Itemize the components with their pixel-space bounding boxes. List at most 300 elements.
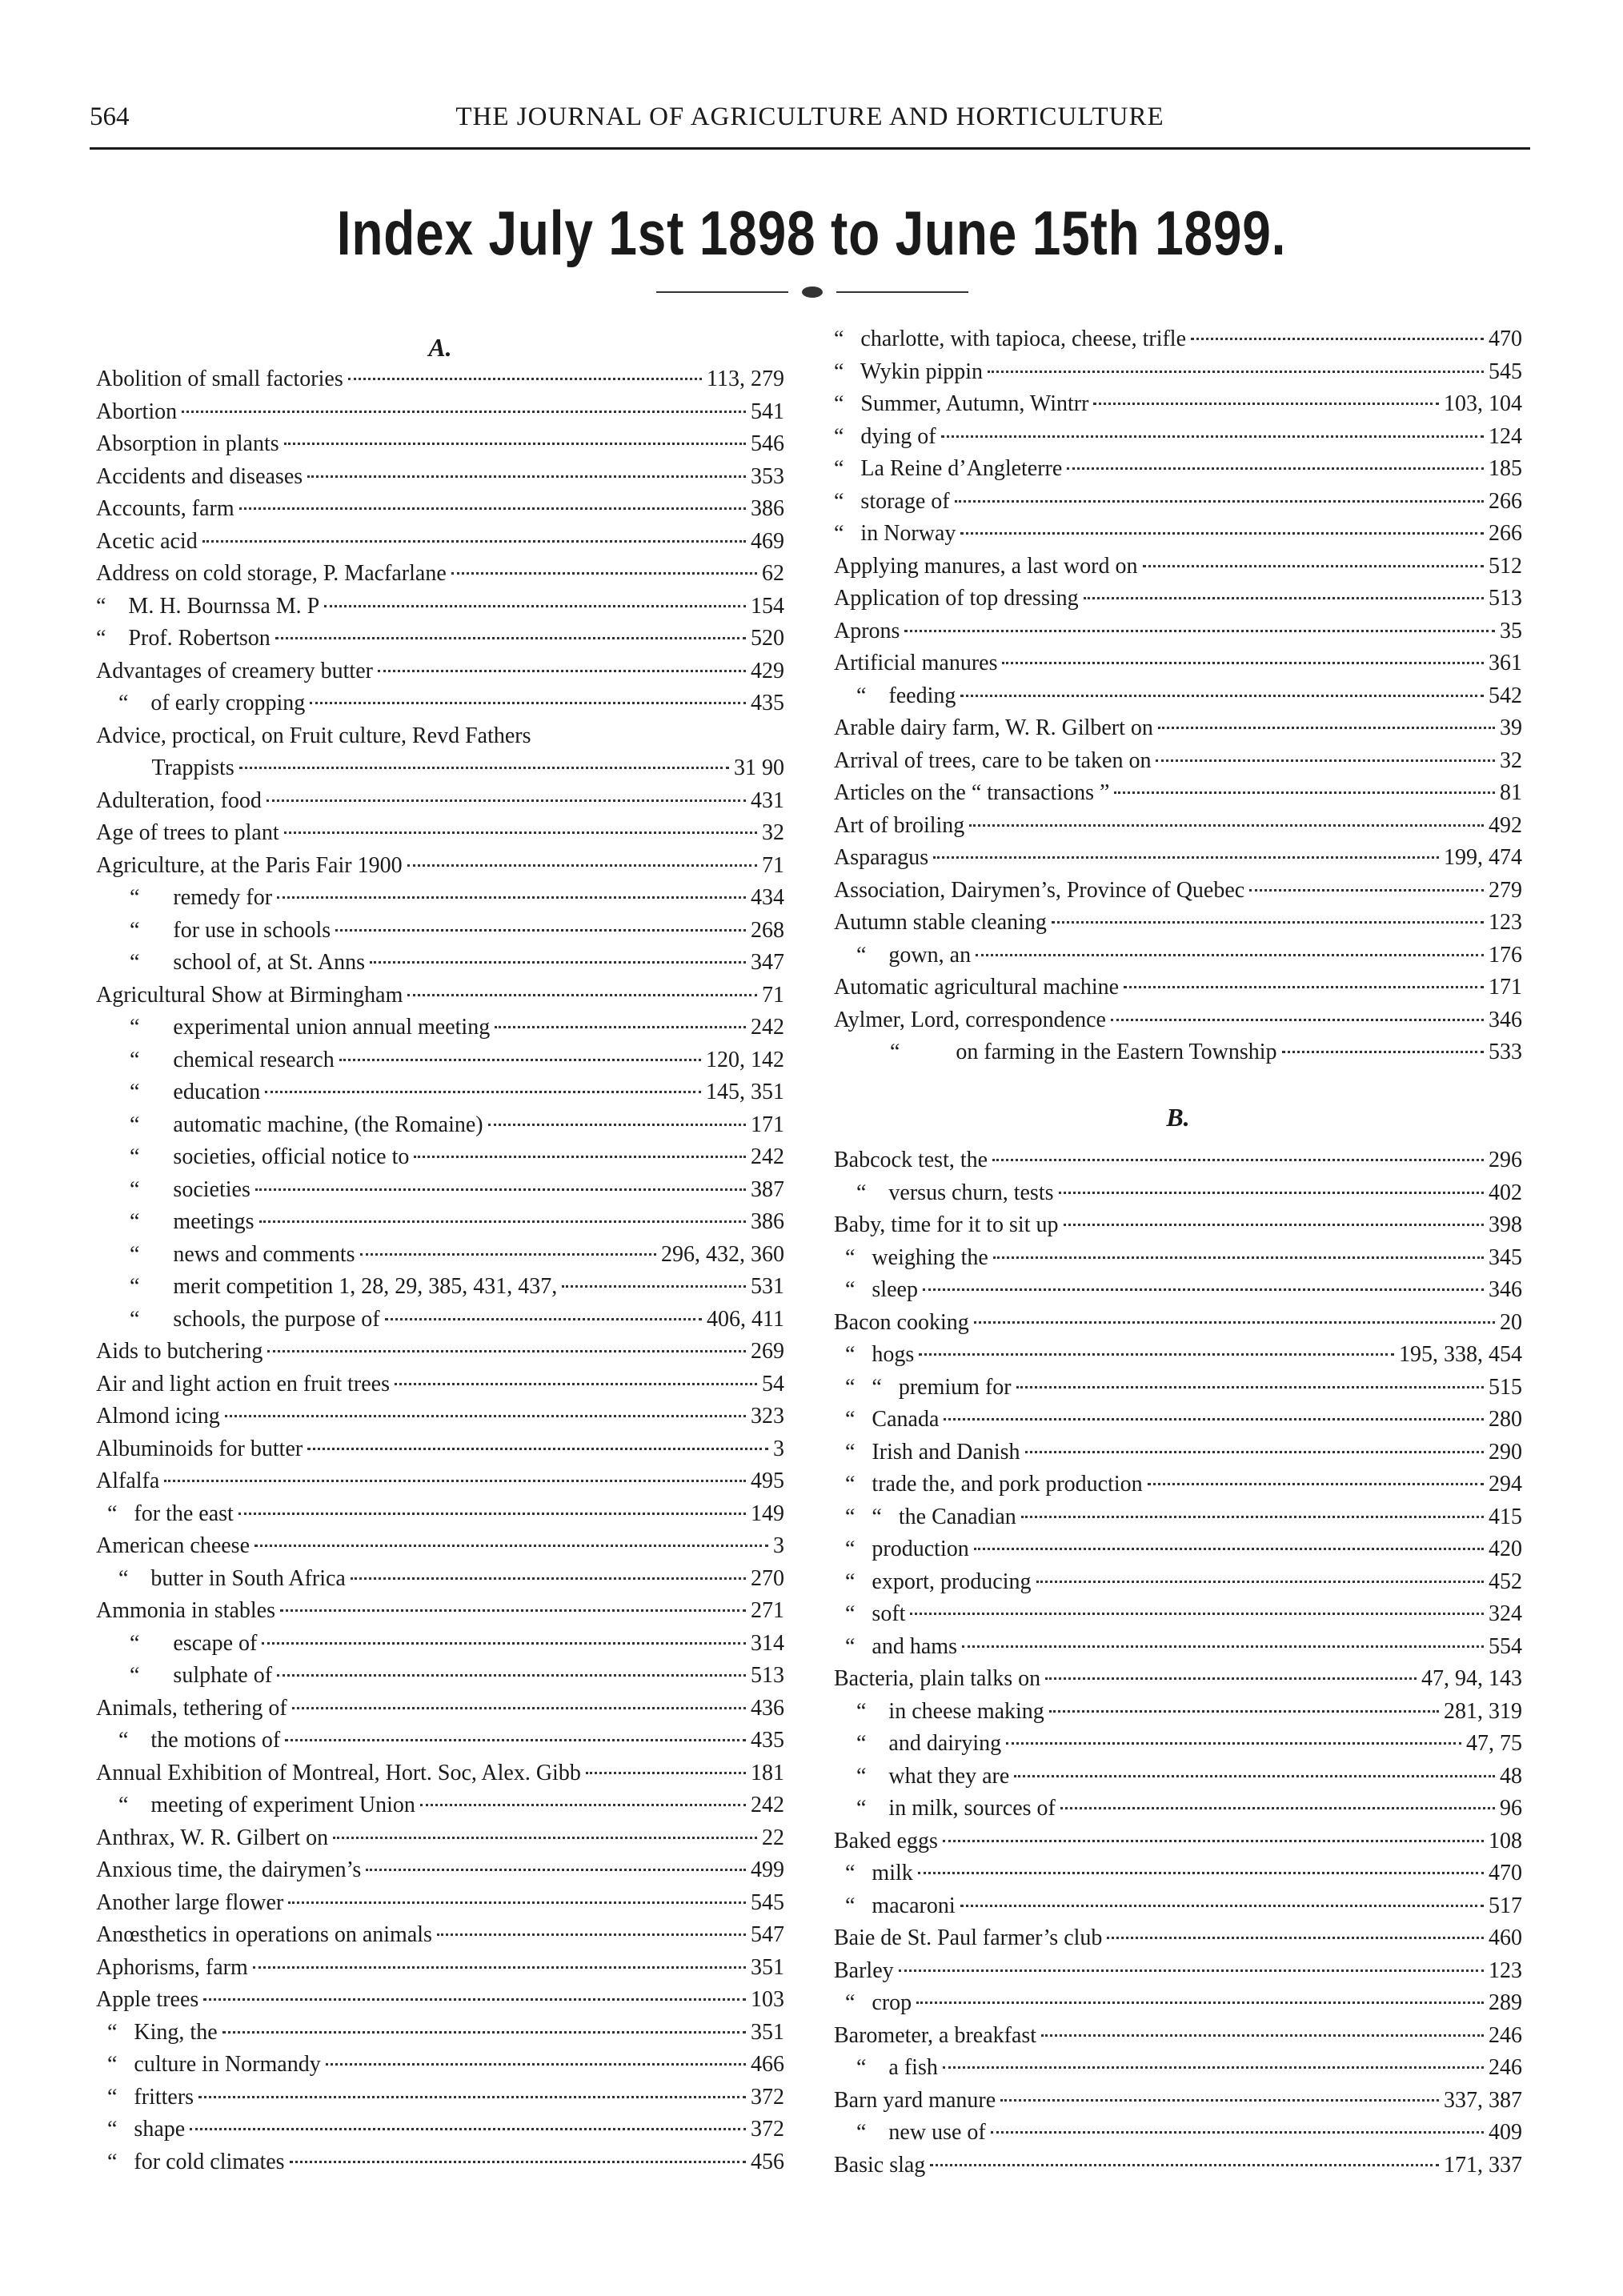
dot-leader [933, 856, 1439, 859]
dot-leader [254, 1545, 768, 1547]
entry-pages: 176 [1489, 942, 1522, 968]
index-entry [96, 2049, 784, 2082]
entry-term: Aids to butchering [96, 1339, 263, 1364]
entry-term: “ escape of [96, 1630, 258, 1656]
entry-pages: 22 [762, 1825, 784, 1850]
index-entry [96, 1304, 784, 1336]
entry-pages: 469 [751, 528, 784, 554]
dot-leader [395, 1383, 757, 1385]
index-entry [96, 1563, 784, 1596]
dot-leader [277, 1674, 746, 1677]
dot-leader [1111, 1019, 1484, 1021]
entry-pages: 386 [751, 1209, 784, 1234]
dot-leader [919, 1353, 1394, 1356]
entry-term: “ experimental union annual meeting [96, 1015, 491, 1040]
entry-pages: 154 [751, 593, 784, 619]
dot-leader [960, 695, 1484, 697]
entry-pages: 346 [1489, 1007, 1522, 1032]
index-entry [834, 647, 1522, 680]
index-entry [834, 2052, 1522, 2085]
entry-pages: 123 [1489, 1957, 1522, 1983]
dot-leader [277, 896, 746, 899]
entry-term: Arable dairy farm, W. R. Gilbert on [834, 715, 1153, 740]
index-entry [96, 2146, 784, 2179]
entry-term: “ weighing the [834, 1244, 988, 1270]
entry-term: Aprons [834, 618, 900, 643]
index-entry [834, 421, 1522, 454]
entry-pages: 398 [1489, 1212, 1522, 1237]
dot-leader [1124, 986, 1484, 988]
entry-term: Abolition of small factories [96, 367, 343, 391]
entry-term: Applying manures, a last word on [834, 553, 1138, 579]
index-entry [96, 915, 784, 948]
index-entry [96, 1660, 784, 1693]
index-entry [96, 428, 784, 461]
entry-pages: 271 [751, 1598, 784, 1623]
entry-pages: 466 [751, 2052, 784, 2077]
dot-leader [451, 572, 757, 575]
dot-leader [385, 1318, 702, 1320]
entry-term: “ sleep [834, 1277, 918, 1302]
ornament-divider [656, 286, 968, 298]
entry-term: “ charlotte, with tapioca, cheese, trifle [834, 327, 1187, 351]
dot-leader [1093, 403, 1439, 405]
entry-pages: 517 [1489, 1893, 1522, 1918]
index-entry [96, 591, 784, 623]
entry-term: “ remedy for [96, 885, 273, 910]
left-column [96, 331, 784, 2178]
dot-leader [238, 1513, 746, 1515]
entry-term: Accidents and diseases [96, 463, 303, 489]
dot-leader [275, 637, 746, 639]
entry-term: “ fritters [96, 2084, 194, 2110]
dot-leader [488, 1124, 746, 1126]
entry-pages: 512 [1489, 553, 1522, 579]
dot-leader [203, 1998, 746, 2001]
dot-leader [255, 1188, 746, 1191]
dot-leader [1060, 1807, 1495, 1809]
entry-pages: 103 [751, 1987, 784, 2012]
index-entry [834, 1242, 1522, 1275]
dot-leader [1084, 597, 1484, 599]
entry-term: Barometer, a breakfast [834, 2022, 1037, 2048]
entry-pages: 294 [1489, 1472, 1522, 1497]
entry-pages: 531 [751, 1274, 784, 1299]
dot-leader [1002, 662, 1484, 664]
index-entry [96, 785, 784, 818]
entry-term: Artificial manures [834, 651, 998, 675]
dot-leader [307, 475, 746, 478]
dot-leader [991, 2131, 1484, 2134]
entry-pages: 495 [751, 1469, 784, 1493]
dot-leader [955, 500, 1484, 503]
index-entry [834, 1761, 1522, 1793]
index-entry [834, 1857, 1522, 1890]
index-entry [96, 1368, 784, 1401]
index-entry [96, 526, 784, 559]
dot-leader [335, 929, 746, 932]
entry-pages: 492 [1489, 812, 1522, 838]
entry-term: “ storage of [834, 488, 950, 514]
entry-term: “ Canada [834, 1407, 940, 1432]
index-entry [834, 1793, 1522, 1825]
dot-leader [1025, 1451, 1484, 1453]
index-entry [96, 1433, 784, 1466]
dot-leader [960, 532, 1484, 535]
entry-term: Air and light action en fruit trees [96, 1371, 390, 1396]
dot-leader [370, 961, 746, 964]
dot-leader [943, 2066, 1484, 2069]
dot-leader [910, 1613, 1484, 1615]
entry-pages: 145, 351 [706, 1080, 784, 1104]
entry-pages: 171, 337 [1444, 2152, 1522, 2178]
entry-pages: 39 [1500, 715, 1522, 740]
entry-pages: 32 [762, 820, 784, 845]
entry-pages: 296, 432, 360 [661, 1241, 784, 1267]
entry-pages: 268 [751, 917, 784, 943]
entry-pages: 289 [1489, 1990, 1522, 2015]
dot-leader [420, 1804, 746, 1806]
entry-pages: 199, 474 [1444, 845, 1522, 870]
entry-pages: 429 [751, 658, 784, 683]
entry-term: “ in milk, sources of [834, 1796, 1056, 1821]
entry-term: “ shape [96, 2117, 186, 2142]
dot-leader [164, 1480, 746, 1482]
entry-term: Albuminoids for butter [96, 1436, 303, 1461]
entry-term: “ schools, the purpose of [96, 1306, 380, 1332]
index-entry [834, 1501, 1522, 1534]
entry-pages: 513 [751, 1663, 784, 1688]
dot-leader [348, 378, 702, 380]
index-entry [96, 687, 784, 720]
entry-term: American cheese [96, 1533, 250, 1558]
dot-leader [988, 371, 1484, 373]
entry-term: “ butter in South Africa [96, 1565, 346, 1591]
entry-pages: 181 [751, 1760, 784, 1785]
dot-leader [333, 1837, 757, 1839]
dot-leader [1156, 759, 1495, 762]
index-entry [834, 1922, 1522, 1955]
entry-term: “ crop [834, 1990, 912, 2015]
entry-term: Application of top dressing [834, 586, 1079, 611]
dot-leader [1282, 1051, 1484, 1053]
entry-pages: 436 [751, 1695, 784, 1721]
entry-term: “ and hams [834, 1633, 957, 1659]
entry-pages: 515 [1489, 1374, 1522, 1400]
dot-leader [1000, 2099, 1439, 2102]
entry-pages: 435 [751, 1728, 784, 1753]
entry-pages: 246 [1489, 2022, 1522, 2048]
entry-term: “ meetings [96, 1209, 254, 1234]
entry-pages: 246 [1489, 2055, 1522, 2080]
entry-term: Arrival of trees, care to be taken on [834, 747, 1152, 773]
dot-leader [292, 1707, 746, 1709]
dot-leader [267, 1350, 746, 1352]
entry-term: “ export, producing [834, 1569, 1032, 1594]
entry-pages: 533 [1489, 1040, 1522, 1064]
index-entry [96, 1530, 784, 1563]
entry-pages: 242 [751, 1793, 784, 1817]
entry-term: “ La Reine d’Angleterre [834, 456, 1063, 481]
entry-pages: 545 [751, 1889, 784, 1915]
dot-leader [288, 1901, 746, 1904]
index-entry [96, 1465, 784, 1498]
entry-term: Advice, proctical, on Fruit culture, Revd Fathers [96, 723, 531, 748]
index-entry [834, 1631, 1522, 1664]
index-entry [834, 388, 1522, 421]
entry-term: “ new use of [834, 2120, 986, 2145]
entry-pages: 103, 104 [1444, 391, 1522, 416]
dot-leader [1114, 791, 1495, 794]
dot-leader [225, 1415, 746, 1417]
index-entry [96, 363, 784, 396]
dot-leader [904, 630, 1495, 632]
entry-term: “ macaroni [834, 1893, 956, 1918]
section-letter-a: A. [428, 333, 452, 362]
entry-term: “ of early cropping [96, 691, 306, 715]
entry-term: Automatic agricultural machine [834, 975, 1120, 1000]
entry-pages: 386 [751, 496, 784, 521]
dot-leader [239, 507, 746, 510]
index-entry [834, 745, 1522, 778]
index-entry [834, 1004, 1522, 1037]
dot-leader [198, 2096, 746, 2098]
entry-pages: 113, 279 [707, 367, 784, 391]
entry-pages: 406, 411 [707, 1306, 784, 1332]
entry-term: “ a fish [834, 2055, 938, 2080]
index-entry [834, 1533, 1522, 1566]
dot-leader [930, 2164, 1439, 2166]
entry-term: “ versus churn, tests [834, 1180, 1054, 1205]
dot-leader [351, 1577, 746, 1580]
page-header [90, 102, 1530, 134]
entry-pages: 520 [751, 626, 784, 651]
entry-term: “ “ premium for [834, 1374, 1012, 1400]
left-entry-list [96, 363, 784, 2178]
dot-leader [284, 831, 757, 834]
index-entry [834, 1274, 1522, 1307]
dot-leader [899, 1969, 1484, 1972]
dot-leader [1052, 921, 1484, 924]
entry-pages: 3 [773, 1436, 784, 1461]
index-entry [96, 1757, 784, 1790]
entry-pages: 337, 387 [1444, 2087, 1522, 2113]
entry-term: Baked eggs [834, 1828, 938, 1853]
entry-pages: 345 [1489, 1244, 1522, 1270]
entry-pages: 290 [1489, 1439, 1522, 1465]
entry-term: Anœsthetics in operations on animals [96, 1922, 432, 1947]
dot-leader [222, 2031, 746, 2034]
entry-pages: 123 [1489, 910, 1522, 935]
entry-pages: 456 [751, 2149, 784, 2174]
entry-pages: 149 [751, 1501, 784, 1526]
index-entry [834, 323, 1522, 356]
index-entry [834, 777, 1522, 810]
index-entry [834, 356, 1522, 389]
entry-pages: 32 [1500, 747, 1522, 773]
running-title: THE JOURNAL OF AGRICULTURE AND HORTICULTURE [455, 102, 1164, 131]
entry-term: Annual Exhibition of Montreal, Hort. Soc, Alex. Gibb [96, 1760, 581, 1785]
entry-pages: 108 [1489, 1828, 1522, 1853]
entry-pages: 547 [751, 1922, 784, 1947]
dot-leader [202, 540, 746, 543]
index-entry [834, 2150, 1522, 2182]
entry-term: Acetic acid [96, 528, 198, 554]
entry-pages: 62 [762, 561, 784, 586]
entry-pages: 347 [751, 950, 784, 975]
entry-pages: 372 [751, 2117, 784, 2142]
dot-leader [182, 411, 746, 413]
entry-term: Babcock test, the [834, 1148, 988, 1172]
index-entry [96, 1400, 784, 1433]
entry-term: Ammonia in stables [96, 1598, 275, 1623]
dot-leader [284, 443, 746, 445]
index-entry [96, 882, 784, 915]
entry-pages: 513 [1489, 586, 1522, 611]
index-entry [96, 1239, 784, 1272]
dot-leader [280, 1609, 746, 1612]
index-entry [834, 1372, 1522, 1404]
dot-leader [407, 994, 757, 996]
entry-pages: 242 [751, 1015, 784, 1040]
index-entry [834, 1728, 1522, 1761]
entry-term: “ in Norway [834, 521, 956, 546]
index-entry [96, 1919, 784, 1952]
entry-term: Another large flower [96, 1889, 284, 1915]
dot-leader [1006, 1742, 1461, 1745]
entry-pages: 351 [751, 2019, 784, 2045]
dot-leader [944, 1418, 1484, 1420]
entry-term: Barn yard manure [834, 2087, 996, 2113]
index-entry [834, 1177, 1522, 1210]
entry-pages: 124 [1489, 423, 1522, 449]
entry-pages: 242 [751, 1144, 784, 1169]
dot-leader [259, 1220, 746, 1223]
dot-leader [326, 2063, 746, 2066]
index-entry [96, 655, 784, 688]
entry-term: “ what they are [834, 1763, 1010, 1789]
entry-term: “ for cold climates [96, 2149, 285, 2174]
entry-term: “ education [96, 1080, 261, 1104]
index-entry [834, 1663, 1522, 1696]
entry-pages: 387 [751, 1176, 784, 1202]
index-entry [834, 1987, 1522, 2020]
entry-pages: 420 [1489, 1537, 1522, 1561]
dot-leader [992, 1159, 1484, 1161]
entry-term: “ merit competition 1, 28, 29, 385, 431, 437, [96, 1274, 558, 1299]
entry-pages: 452 [1489, 1569, 1522, 1594]
index-entry [834, 1955, 1522, 1988]
entry-pages: 171 [751, 1112, 784, 1137]
dot-leader [941, 435, 1484, 438]
dot-leader [976, 954, 1484, 956]
dot-leader [969, 824, 1484, 827]
index-entry [96, 2082, 784, 2114]
entry-pages: 296 [1489, 1148, 1522, 1172]
entry-term: “ chemical research [96, 1047, 335, 1072]
index-entry [834, 518, 1522, 551]
index-entry [834, 1825, 1522, 1858]
index-entry [834, 1598, 1522, 1631]
index-entry [96, 1952, 784, 1985]
entry-term: “ school of, at St. Anns [96, 950, 365, 975]
dot-leader [974, 1321, 1495, 1324]
entry-term: Address on cold storage, P. Macfarlane [96, 561, 447, 586]
entry-term: “ societies, official notice to [96, 1144, 410, 1169]
dot-leader [265, 1091, 701, 1093]
entry-pages: 460 [1489, 1925, 1522, 1950]
index-entry [834, 1036, 1522, 1069]
index-entry [96, 1498, 784, 1531]
entry-pages: 314 [751, 1630, 784, 1656]
entry-term: “ Irish and Danish [834, 1439, 1020, 1465]
entry-pages: 546 [751, 431, 784, 456]
index-entry [96, 1595, 784, 1628]
entry-pages: 20 [1500, 1309, 1522, 1335]
entry-term: “ gown, an [834, 942, 972, 968]
entry-pages: 541 [751, 399, 784, 424]
entry-term: Autumn stable cleaning [834, 910, 1047, 935]
entry-pages: 353 [751, 463, 784, 489]
index-entry [834, 810, 1522, 843]
dot-leader [586, 1772, 746, 1774]
entry-term: Abortion [96, 399, 178, 424]
entry-pages: 351 [751, 1954, 784, 1980]
entry-pages: 185 [1489, 456, 1522, 481]
index-entry [96, 947, 784, 980]
index-entry [834, 1696, 1522, 1729]
entry-pages: 270 [751, 1565, 784, 1591]
entry-pages: 470 [1489, 327, 1522, 351]
entry-pages: 266 [1489, 488, 1522, 514]
dot-leader [437, 1933, 746, 1936]
index-entry [96, 1628, 784, 1661]
index-entry [96, 850, 784, 883]
entry-pages: 434 [751, 885, 784, 910]
index-entry [834, 1144, 1522, 1177]
index-entry [834, 1566, 1522, 1599]
entry-term: Asparagus [834, 845, 929, 870]
index-entry [834, 453, 1522, 486]
index-entry [96, 1887, 784, 1920]
entry-term: Basic slag [834, 2152, 926, 2178]
entry-term: “ Wykin pippin [834, 359, 984, 384]
index-entry [834, 907, 1522, 940]
dot-leader [943, 1840, 1484, 1842]
dot-leader [262, 1642, 746, 1645]
index-entry [96, 817, 784, 850]
index-entry [834, 1469, 1522, 1501]
index-entry [96, 1693, 784, 1725]
dot-leader [1016, 1386, 1484, 1388]
entry-term: Bacon cooking [834, 1309, 969, 1335]
entry-term: “ dying of [834, 423, 936, 449]
page-title: Index July 1st 1898 to June 15th 1899. [336, 198, 1287, 268]
entry-pages: 554 [1489, 1633, 1522, 1659]
index-entry [96, 1725, 784, 1757]
entry-term: “ feeding [834, 683, 956, 708]
entry-term: “ trade the, and pork production [834, 1472, 1143, 1497]
header-rule [90, 147, 1530, 150]
dot-leader [1191, 338, 1484, 340]
entry-pages: 372 [751, 2084, 784, 2110]
entry-pages: 499 [751, 1857, 784, 1882]
right-entry-list-a [834, 323, 1522, 1069]
entry-term: Bacteria, plain talks on [834, 1666, 1041, 1691]
index-entry [834, 551, 1522, 583]
dot-leader [366, 1869, 746, 1871]
section-letter-b: B. [1166, 1103, 1190, 1132]
